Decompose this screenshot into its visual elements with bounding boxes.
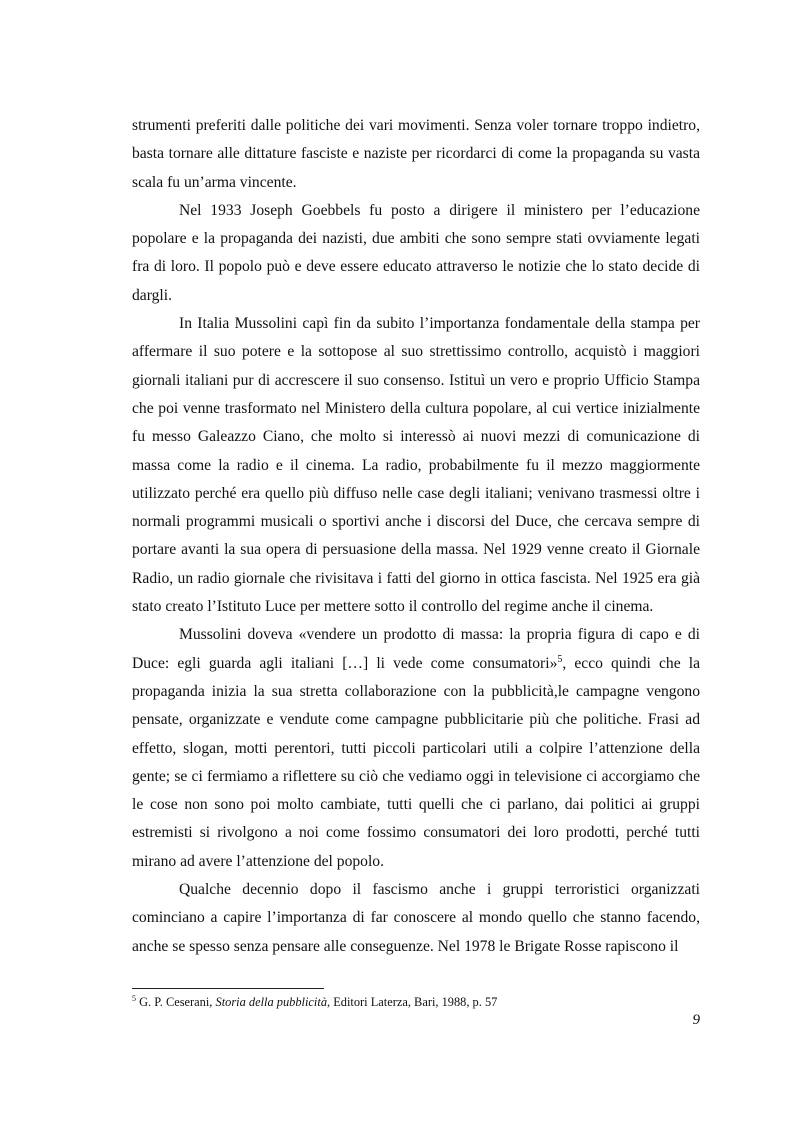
paragraph-4-quote: Mussolini doveva «vendere un prodotto di massa: la propria figura di capo e di Duce: egli guarda agli italiani […] li vede come consumatori»: [132, 626, 700, 672]
paragraph-3: In Italia Mussolini capì fin da subito l’importanza fondamentale della stampa per affermare il suo potere e la sottopose al suo strettissimo controllo, acquistò i maggiori giornali italiani pur di accrescere il suo consenso. Istituì un vero e proprio Ufficio Stampa che poi venne trasformato nel Ministero della cultura popolare, al cui vertice inizialmente fu messo Galeazzo Ciano, che molto si interessò ai nuovi mezzi di comunicazione di massa come la radio e il cinema. La radio, probabilmente fu il mezzo maggiormente utilizzato perché era quello più diffuso nelle case degli italiani; venivano trasmessi oltre i normali programmi musicali o sportivi anche i discorsi del Duce, che cercava sempre di portare avanti la sua opera di persuasione della massa. Nel 1929 venne creato il Giornale Radio, un radio giornale che rivisitava i fatti del giorno in ottica fascista. Nel 1925 era già stato creato l’Istituto Luce per mettere sotto il controllo del regime anche il cinema.: [132, 315, 700, 616]
paragraph-5: Qualche decennio dopo il fascismo anche i gruppi terroristici organizzati cominciano a capire l’importanza di far conoscere al mondo quello che stanno facendo, anche se spesso senza pensare alle conseguenze. Nel 1978 le Brigate Rosse rapiscono il: [132, 881, 700, 955]
footnote-mark: 5: [132, 993, 136, 1003]
paragraph-2: Nel 1933 Joseph Goebbels fu posto a dirigere il ministero per l’educazione popolare e la propaganda dei nazisti, due ambiti che sono sempre stati ovviamente legati fra di loro. Il popolo può e deve essere educato attraverso le notizie che lo stato decide di dargli.: [132, 201, 700, 304]
footnote-reference: 5: [557, 653, 563, 665]
paragraph-1: strumenti preferiti dalle politiche dei vari movimenti. Senza voler tornare troppo indietro, basta tornare alle dittature fasciste e naziste per ricordarci di come la propaganda su vasta scala fu un’arma vincente.: [132, 117, 700, 191]
footnote-author: G. P. Ceserani,: [136, 995, 216, 1009]
page-number: 9: [692, 1012, 700, 1028]
footnote: [132, 994, 700, 1010]
footnote-separator: [132, 988, 324, 989]
paragraph-4-continuation: , ecco quindi che la propaganda inizia la sua stretta collaborazione con la pubblicità,le campagne vengono pensate, organizzate e vendute come campagne pubblicitarie più che politiche. Frasi ad effetto, slogan, motti perentori, tutti piccoli particolari utili a colpire l’attenzione della gente; se ci fermiamo a riflettere su ciò che vediamo oggi in televisione ci accorgiamo che le cose non sono poi molto cambiate, tutti quelli che ci parlano, dai politici ai gruppi estremisti si rivolgono a noi come fossimo consumatori dei loro prodotti, perché tutti mirano ad avere l’attenzione del popolo.: [132, 654, 700, 870]
body-text: [132, 112, 700, 961]
footnote-title: Storia della pubblicità: [215, 995, 328, 1009]
paragraph-4: [132, 621, 700, 876]
footnote-publication: , Editori Laterza, Bari, 1988, p. 57: [327, 995, 498, 1009]
